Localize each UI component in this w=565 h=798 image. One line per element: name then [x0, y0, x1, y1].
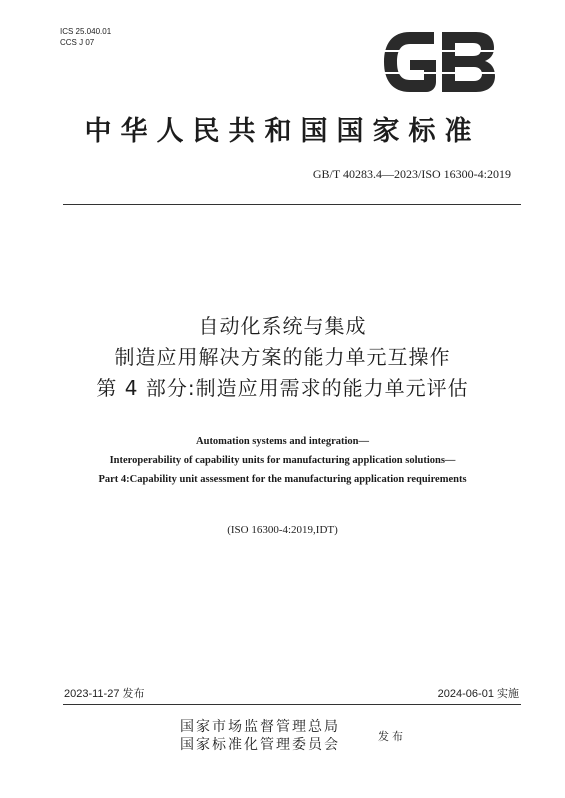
chinese-title-line-1: 自动化系统与集成	[198, 314, 367, 338]
standard-number: GB/T 40283.4—2023/ISO 16300-4:2019	[312, 167, 511, 181]
issuer-sac: 国家标准化管理委员会	[180, 737, 340, 753]
english-title-line-1: Automation systems and integration—	[196, 436, 369, 447]
iso-equivalence: (ISO 16300-4:2019,IDT)	[227, 524, 338, 536]
issuer-samr: 国家市场监督管理总局	[180, 719, 340, 735]
issuing-authorities	[180, 718, 340, 754]
english-title-line-2: Interoperability of capability units for manufacturing application solutions—	[109, 455, 456, 466]
footer-divider	[63, 704, 521, 705]
ics-code: ICS 25.040.01	[60, 27, 112, 36]
implement-date: 2024-06-01 实施	[437, 688, 519, 700]
english-title	[0, 432, 565, 489]
national-standard-title: 中华人民共和国国家标准	[84, 116, 481, 147]
classification-codes	[60, 26, 111, 48]
ccs-code: CCS J 07	[60, 38, 95, 47]
chinese-title-line-3: 第 4 部分:制造应用需求的能力单元评估	[96, 376, 469, 400]
english-title-line-3: Part 4:Capability unit assessment for the manufacturing application requirements	[98, 474, 467, 485]
chinese-title	[0, 311, 565, 404]
publish-date: 2023-11-27 发布	[64, 688, 145, 700]
gb-logo	[380, 26, 498, 98]
issue-label: 发布	[378, 730, 406, 743]
header-divider	[63, 204, 521, 205]
chinese-title-line-2: 制造应用解决方案的能力单元互操作	[114, 345, 451, 369]
